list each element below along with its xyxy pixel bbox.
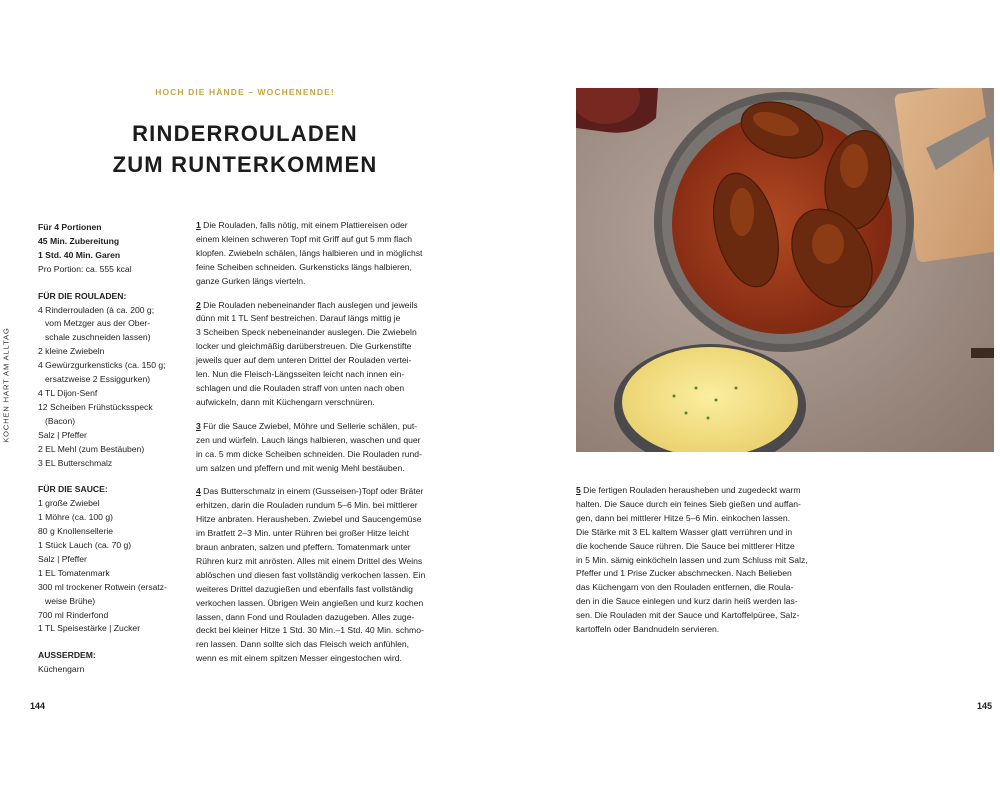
ingredient-line: 1 EL Tomatenmark: [38, 567, 110, 578]
page-number-left: 144: [30, 701, 46, 711]
step-text-line: die kochende Sauce rühren. Die Sauce bei mittlerer Hitze: [576, 540, 795, 551]
calories: Pro Portion: ca. 555 kcal: [38, 263, 132, 274]
method-column-left: [196, 219, 456, 676]
recipe-photo: [576, 88, 994, 452]
step-text-line: zen und würfeln. Lauch längs halbieren, waschen und quer: [196, 434, 421, 445]
ingredient-line: 4 TL Dijon-Senf: [38, 387, 98, 398]
page-number-right: 145: [977, 701, 993, 711]
ingredient-line: 12 Scheiben Frühstücksspeck: [38, 401, 153, 412]
cook-time: 1 Std. 40 Min. Garen: [38, 249, 121, 260]
step-number: 4: [196, 486, 201, 497]
running-head: [0, 300, 12, 470]
ingredient-line: ersatzweise 2 Essiggurken): [45, 374, 151, 385]
ingredient-line: vom Metzger aus der Ober-: [45, 318, 151, 329]
ingredient-line: 1 TL Speisestärke | Zucker: [38, 623, 141, 634]
step-text-line: um salzen und pfeffern und mit wenig Mehl bestäuben.: [196, 462, 405, 473]
step-text-line: Pfeffer und 1 Prise Zucker abschmecken. Nach Belieben: [576, 568, 792, 579]
step-text-line: klopfen. Zwiebeln schälen, längs halbieren und in möglichst: [196, 247, 423, 258]
method-column-right: [576, 484, 836, 637]
method-step-5: [576, 484, 836, 637]
ingredients-column: [38, 221, 188, 677]
extra-ingredient-list: [38, 663, 188, 677]
sauce-heading: FÜR DIE SAUCE:: [38, 484, 108, 495]
step-text-line: wenn es mit einem spitzen Messer eingestochen wird.: [196, 653, 402, 664]
step-text-line: gen, dann bei mittlerer Hitze 5–6 Min. einkochen lassen.: [576, 512, 791, 523]
step-text-line: Für die Sauce Zwiebel, Möhre und Sellerie schälen, put-: [203, 420, 418, 431]
step-number: 1: [196, 220, 201, 230]
method-step-2: [196, 299, 456, 410]
ingredient-line: 4 Rinderrouladen (à ca. 200 g;: [38, 304, 155, 315]
step-text-line: Rühren kurz mit anrösten. Alles mit einem Drittel des Weins: [196, 555, 423, 566]
step-text-line: den in die Sauce einlegen und kurz darin heiß werden las-: [576, 596, 798, 607]
ingredient-line: Salz | Pfeffer: [38, 429, 87, 440]
ingredient-line: weise Brühe): [45, 595, 96, 606]
step-text-line: ablöschen und diesen fast vollständig verkochen lassen. Ein: [196, 569, 426, 580]
step-text-line: Hitze anbraten. Herausheben. Zwiebel und Saucengemüse: [196, 514, 422, 525]
step-text-line: sen. Die Rouladen mit der Sauce und Kartoffelpüree, Salz-: [576, 610, 800, 621]
step-text-line: deckt bei kleiner Hitze 1 Std. 30 Min.–1 Std. 40 Min. schmo-: [196, 625, 424, 636]
step-text-line: im Bratfett 2–3 Min. unter Rühren bei großer Hitze leicht: [196, 528, 410, 539]
step-text-line: halten. Die Sauce durch ein feines Sieb gießen und auffan-: [576, 498, 801, 509]
ingredient-line: (Bacon): [45, 415, 76, 426]
step-text-line: Die fertigen Rouladen herausheben und zugedeckt warm: [583, 485, 801, 495]
step-text-line: verkochen lassen. Übrigen Wein angießen und kurz kochen: [196, 597, 424, 608]
step-text-line: erhitzen, darin die Rouladen rundum 5–6 Min. bei mittlerer: [196, 500, 418, 511]
ingredient-line: schale zuschneiden lassen): [45, 332, 151, 343]
step-text-line: in ca. 5 mm dicke Scheiben schneiden. Die Rouladen rund-: [196, 448, 422, 459]
step-text-line: Die Rouladen, falls nötig, mit einem Plattiereisen oder: [203, 220, 408, 230]
recipe-title-line-2: ZUM RUNTERKOMMEN: [112, 152, 378, 177]
step-text-line: braun anbraten, salzen und pfeffern. Tomatenmark unter: [196, 542, 411, 553]
step-text-line: dünn mit 1 TL Senf bestreichen. Darauf längs mittig je: [196, 313, 401, 324]
servings: Für 4 Portionen: [38, 222, 102, 232]
step-text-line: 3 Scheiben Speck nebeneinander auslegen. Die Zwiebeln: [196, 327, 417, 338]
step-text-line: in 5 Min. sämig einköcheln lassen und zum Schluss mit Salz,: [576, 554, 808, 565]
ingredient-line: 2 EL Mehl (zum Bestäuben): [38, 443, 145, 454]
chapter-kicker: HOCH DIE HÄNDE – WOCHENENDE!: [155, 87, 335, 97]
rouladen-pan-illustration: [576, 88, 994, 452]
step-text-line: feine Scheiben schneiden. Gurkensticks längs halbieren,: [196, 261, 412, 272]
ingredient-line: 300 ml trockener Rotwein (ersatz-: [38, 581, 167, 592]
step-text-line: weiteres Drittel dazugießen und ebenfalls fast vollständig: [196, 583, 413, 594]
ingredient-line: 1 große Zwiebel: [38, 498, 100, 509]
step-text-line: schlagen und die Rouladen straff von unten nach oben: [196, 382, 405, 393]
step-text-line: locker und gleichmäßig darüberstreuen. Die Gurkenstifte: [196, 341, 412, 352]
ingredient-line: 2 kleine Zwiebeln: [38, 346, 105, 357]
prep-time: 45 Min. Zubereitung: [38, 235, 120, 246]
step-text-line: Das Butterschmalz in einem (Gusseisen-)Topf oder Bräter: [203, 486, 424, 497]
step-text-line: jeweils quer auf dem unteren Drittel der Rouladen vertei-: [196, 355, 412, 366]
ingredient-line: Salz | Pfeffer: [38, 553, 87, 564]
step-text-line: lassen, dann Fond und Rouladen dazugeben. Alles zuge-: [196, 611, 415, 622]
method-step-4: [196, 485, 456, 666]
step-text-line: Die Stärke mit 3 EL kaltem Wasser glatt verrühren und in: [576, 526, 793, 537]
step-text-line: len. Nun die Fleisch-Längsseiten leicht nach innen ein-: [196, 369, 405, 380]
ingredient-line: 3 EL Butterschmalz: [38, 457, 113, 468]
ingredient-line: 80 g Knollensellerie: [38, 526, 114, 537]
step-number: 2: [196, 299, 201, 310]
step-text-line: ren lassen. Dann sollte sich das Fleisch weich anfühlen,: [196, 639, 410, 650]
running-head-text: KOCHEN HART AM ALLTAG: [1, 327, 11, 443]
method-step-1: [196, 219, 456, 289]
sauce-ingredient-list: [38, 497, 188, 636]
step-text-line: einem kleinen schweren Topf mit Griff auf gut 5 mm flach: [196, 233, 413, 244]
step-number: 3: [196, 420, 201, 431]
ingredient-line: 4 Gewürzgurkensticks (ca. 150 g;: [38, 360, 166, 371]
recipe-title-line-1: RINDERROULADEN: [132, 121, 358, 146]
step-text-line: Die Rouladen nebeneinander flach auslegen und jeweils: [203, 299, 418, 310]
ingredient-line: Küchengarn: [38, 664, 85, 675]
method-step-3: [196, 420, 456, 476]
ingredient-line: 700 ml Rinderfond: [38, 609, 109, 620]
step-text-line: aufwickeln, dann mit Küchengarn verschnüren.: [196, 396, 375, 407]
rouladen-ingredient-list: [38, 304, 188, 471]
extra-heading: AUSSERDEM:: [38, 650, 96, 661]
step-number: 5: [576, 485, 581, 495]
step-text-line: das Küchengarn von den Rouladen entfernen, die Roula-: [576, 582, 794, 593]
step-text-line: ganze Gurken längs vierteln.: [196, 275, 306, 286]
ingredient-line: 1 Möhre (ca. 100 g): [38, 512, 113, 523]
ingredient-line: 1 Stück Lauch (ca. 70 g): [38, 540, 132, 551]
recipe-title: [80, 118, 410, 180]
step-text-line: kartoffeln oder Bandnudeln servieren.: [576, 624, 720, 635]
rouladen-heading: FÜR DIE ROULADEN:: [38, 290, 127, 301]
